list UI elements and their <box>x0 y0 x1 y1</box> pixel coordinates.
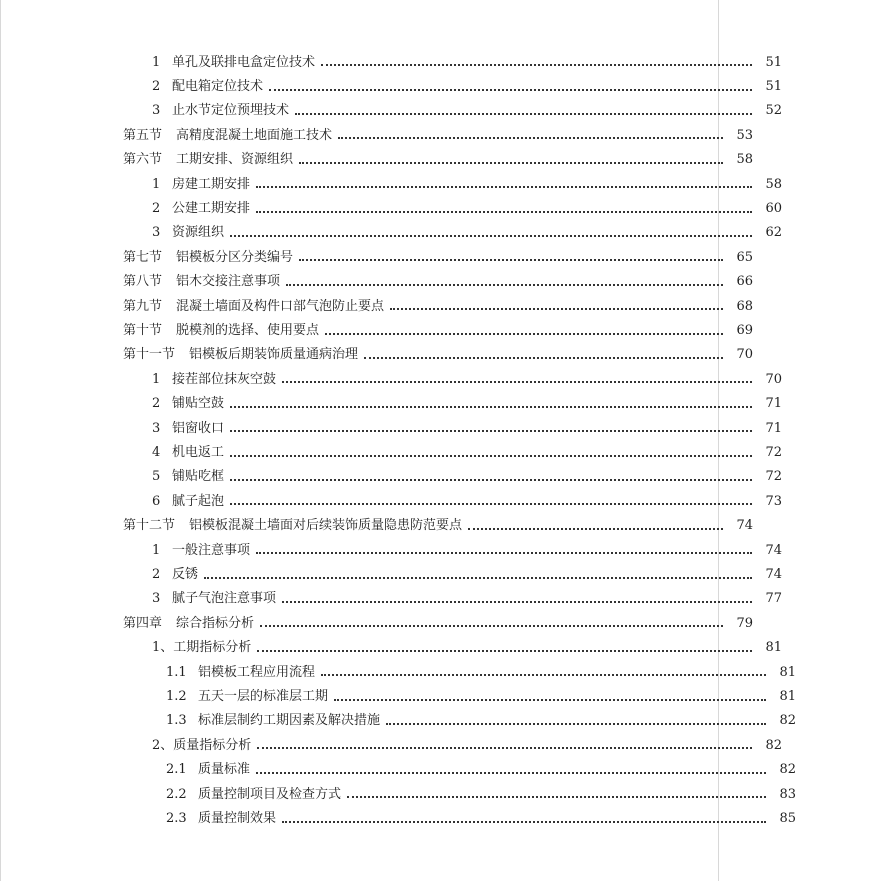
toc-entry[interactable] <box>0 514 842 538</box>
toc-entry[interactable] <box>0 74 871 98</box>
toc-entry[interactable] <box>0 489 871 513</box>
toc-entry-number: 5 <box>152 469 161 485</box>
toc-entry-number: 2 <box>152 201 161 217</box>
dot-leader <box>347 796 766 798</box>
toc-entry[interactable] <box>0 196 871 220</box>
toc-entry-title: 铝窗收口 <box>172 420 225 436</box>
dot-leader <box>257 650 752 652</box>
toc-entry[interactable] <box>0 172 871 196</box>
toc-entry-label <box>152 104 289 117</box>
dot-leader <box>282 601 752 603</box>
toc-entry-label <box>152 592 276 605</box>
toc-entry-title: 1、工期指标分析 <box>152 640 252 656</box>
toc-entry-number: 1 <box>152 371 161 387</box>
toc-entry-title: 腻子气泡注意事项 <box>172 591 277 607</box>
dot-leader <box>282 821 766 823</box>
toc-entry-title: 单孔及联排电盒定位技术 <box>172 54 316 70</box>
toc-entry-page: 72 <box>765 469 782 485</box>
toc-entry[interactable] <box>0 758 885 782</box>
toc-entry-label <box>152 641 251 654</box>
toc-entry[interactable] <box>0 636 871 660</box>
toc-entry-title: 资源组织 <box>172 225 225 241</box>
toc-entry-page: 65 <box>736 249 753 265</box>
dot-leader <box>256 772 766 774</box>
toc-entry-number: 第六节 <box>123 152 163 168</box>
toc-entry-page: 74 <box>765 542 782 558</box>
toc-entry[interactable] <box>0 99 871 123</box>
toc-entry-page: 83 <box>779 786 796 802</box>
toc-entry-number: 2 <box>152 79 161 95</box>
toc-entry-label <box>123 348 358 361</box>
toc-entry-title: 工期安排、资源组织 <box>176 152 294 168</box>
toc-entry-number: 2.1 <box>166 762 187 778</box>
toc-entry-number: 1.1 <box>166 664 187 680</box>
dot-leader <box>386 723 766 725</box>
toc-entry-label <box>123 300 384 313</box>
toc-entry-page: 69 <box>736 323 753 339</box>
toc-entry-page: 68 <box>736 298 753 314</box>
dot-leader <box>390 308 723 310</box>
toc-entry-page: 72 <box>765 445 782 461</box>
toc-entry[interactable] <box>0 709 885 733</box>
toc-entry-number: 第十节 <box>123 323 163 339</box>
dot-leader <box>338 137 723 139</box>
toc-entry-label <box>152 397 224 410</box>
toc-entry-number: 第十一节 <box>123 347 176 363</box>
toc-entry-page: 81 <box>765 640 782 656</box>
toc-entry-number: 1 <box>152 54 161 70</box>
toc-entry-number: 3 <box>152 591 161 607</box>
toc-entry-title: 质量控制效果 <box>198 811 277 827</box>
toc-entry-title: 铝模板后期装饰质量通病治理 <box>189 347 359 363</box>
toc-entry-label <box>166 666 315 679</box>
toc-entry-title: 混凝土墙面及构件口部气泡防止要点 <box>176 298 385 314</box>
toc-entry[interactable] <box>0 50 871 74</box>
toc-entry-number: 3 <box>152 225 161 241</box>
toc-entry[interactable] <box>0 440 871 464</box>
toc-entry[interactable] <box>0 587 871 611</box>
toc-entry-number: 第四章 <box>123 615 163 631</box>
toc-entry[interactable] <box>0 392 871 416</box>
toc-entry[interactable] <box>0 221 871 245</box>
toc-entry-label <box>123 153 293 166</box>
toc-entry-title: 铝木交接注意事项 <box>176 274 281 290</box>
toc-entry-page: 52 <box>765 103 782 119</box>
toc-entry-label <box>152 56 315 69</box>
toc-entry-number: 第七节 <box>123 249 163 265</box>
toc-entry-label <box>152 226 224 239</box>
toc-entry-page: 82 <box>779 762 796 778</box>
toc-entry-page: 51 <box>765 79 782 95</box>
toc-entry-title: 公建工期安排 <box>172 201 251 217</box>
toc-entry-title: 质量标准 <box>198 762 251 778</box>
toc-entry-label <box>166 714 380 727</box>
toc-entry-page: 74 <box>765 567 782 583</box>
toc-entry-label <box>166 763 250 776</box>
toc-entry-page: 82 <box>765 737 782 753</box>
toc-entry-page: 73 <box>765 493 782 509</box>
toc-entry-page: 79 <box>736 615 753 631</box>
toc-entry-page: 58 <box>765 176 782 192</box>
dot-leader <box>230 479 752 481</box>
toc-entry-label <box>123 519 462 532</box>
toc-entry-title: 铺贴吃框 <box>172 469 225 485</box>
dot-leader <box>299 259 723 261</box>
dot-leader <box>230 406 752 408</box>
toc-entry-label <box>166 788 341 801</box>
toc-entry-title: 五天一层的标准层工期 <box>198 689 329 705</box>
dot-leader <box>295 113 752 115</box>
toc-entry-label <box>152 495 224 508</box>
toc-entry-title: 腻子起泡 <box>172 493 225 509</box>
toc-entry-label <box>152 446 224 459</box>
toc-entry-label <box>152 568 198 581</box>
toc-entry-label <box>123 275 280 288</box>
toc-entry-number: 2 <box>152 567 161 583</box>
toc-entry-page: 62 <box>765 225 782 241</box>
toc-entry-number: 3 <box>152 420 161 436</box>
toc-entry-label <box>152 422 224 435</box>
toc-entry-title: 接茬部位抹灰空鼓 <box>172 371 277 387</box>
toc-entry-number: 第十二节 <box>123 518 176 534</box>
toc-entry-number: 1.2 <box>166 689 187 705</box>
dot-leader <box>286 284 723 286</box>
toc-entry[interactable] <box>0 343 842 367</box>
toc-entry[interactable] <box>0 416 871 440</box>
toc-entry[interactable] <box>0 294 842 318</box>
toc-entry-title: 一般注意事项 <box>172 542 251 558</box>
toc-entry-number: 第九节 <box>123 298 163 314</box>
toc-entry-page: 71 <box>765 420 782 436</box>
toc-entry[interactable] <box>0 318 842 342</box>
toc-entry-title: 2、质量指标分析 <box>152 737 252 753</box>
toc-entry-page: 77 <box>765 591 782 607</box>
toc-entry-title: 反锈 <box>172 567 199 583</box>
toc-entry[interactable] <box>0 465 871 489</box>
toc-entry-label <box>152 544 250 557</box>
toc-entry-title: 综合指标分析 <box>176 615 255 631</box>
toc-entry-title: 高精度混凝土地面施工技术 <box>176 127 333 143</box>
dot-leader <box>364 357 723 359</box>
toc-entry-label <box>123 251 293 264</box>
toc-entry-label <box>166 690 328 703</box>
dot-leader <box>321 674 766 676</box>
toc-entry[interactable] <box>0 148 842 172</box>
dot-leader <box>256 552 752 554</box>
toc-entry[interactable] <box>0 367 871 391</box>
toc-entry-page: 70 <box>736 347 753 363</box>
dot-leader <box>257 747 752 749</box>
toc-entry-number: 6 <box>152 493 161 509</box>
toc-entry-number: 4 <box>152 445 161 461</box>
toc-entry[interactable] <box>0 270 842 294</box>
toc-entry-title: 脱模剂的选择、使用要点 <box>176 323 320 339</box>
toc-entry-page: 58 <box>736 152 753 168</box>
toc-entry-title: 标准层制约工期因素及解决措施 <box>198 713 381 729</box>
toc-entry[interactable] <box>0 611 842 635</box>
toc-entry-title: 房建工期安排 <box>172 176 251 192</box>
toc-entry[interactable] <box>0 660 885 684</box>
toc-entry[interactable] <box>0 806 885 830</box>
toc-entry-page: 51 <box>765 54 782 70</box>
toc-entry-page: 60 <box>765 201 782 217</box>
toc-entry-number: 3 <box>152 103 161 119</box>
toc-entry-label <box>166 812 276 825</box>
toc-entry-number: 2.3 <box>166 811 187 827</box>
dot-leader <box>230 235 752 237</box>
dot-leader <box>230 430 752 432</box>
toc-entry-page: 74 <box>736 518 753 534</box>
dot-leader <box>256 186 752 188</box>
dot-leader <box>260 625 723 627</box>
toc-entry-number: 1.3 <box>166 713 187 729</box>
toc-entry-label <box>152 202 250 215</box>
toc-entry-number: 2.2 <box>166 786 187 802</box>
dot-leader <box>468 528 723 530</box>
dot-leader <box>204 577 752 579</box>
toc-entry-label <box>152 373 276 386</box>
toc-entry-number: 2 <box>152 396 161 412</box>
toc-entry[interactable] <box>0 782 885 806</box>
toc-entry-label <box>152 470 224 483</box>
dot-leader <box>299 162 723 164</box>
dot-leader <box>321 64 752 66</box>
toc-entry-label <box>152 739 251 752</box>
dot-leader <box>282 381 752 383</box>
dot-leader <box>325 333 723 335</box>
toc-entry[interactable] <box>0 123 842 147</box>
dot-leader <box>230 503 752 505</box>
toc-entry-title: 质量控制项目及检查方式 <box>198 786 342 802</box>
toc-entry-label <box>123 324 319 337</box>
toc-entry-title: 配电箱定位技术 <box>172 79 264 95</box>
toc-entry-title: 铺贴空鼓 <box>172 396 225 412</box>
toc-entry-page: 70 <box>765 371 782 387</box>
toc-entry-page: 53 <box>736 127 753 143</box>
toc-entry[interactable] <box>0 684 885 708</box>
dot-leader <box>230 455 752 457</box>
toc-entry-number: 第八节 <box>123 274 163 290</box>
toc-entry-label <box>123 129 332 142</box>
toc-entry-title: 机电返工 <box>172 445 225 461</box>
toc-entry-page: 85 <box>779 811 796 827</box>
dot-leader <box>269 89 752 91</box>
toc-entry[interactable] <box>0 538 871 562</box>
toc-entry[interactable] <box>0 245 842 269</box>
toc-entry-label <box>152 178 250 191</box>
toc-entry-title: 铝模板工程应用流程 <box>198 664 316 680</box>
toc-entry-number: 1 <box>152 542 161 558</box>
toc-entry-number: 1 <box>152 176 161 192</box>
toc-entry-page: 81 <box>779 689 796 705</box>
toc-entry-page: 66 <box>736 274 753 290</box>
toc-entry[interactable] <box>0 562 871 586</box>
toc-entry-title: 铝模板混凝土墙面对后续装饰质量隐患防范要点 <box>189 518 463 534</box>
toc-entry-page: 81 <box>779 664 796 680</box>
toc-entry-page: 71 <box>765 396 782 412</box>
toc-entry-label <box>152 80 263 93</box>
toc-entry-title: 止水节定位预埋技术 <box>172 103 290 119</box>
toc-entry[interactable] <box>0 733 871 757</box>
dot-leader <box>334 699 766 701</box>
toc-entry-label <box>123 617 254 630</box>
dot-leader <box>256 211 752 213</box>
toc-entry-page: 82 <box>779 713 796 729</box>
toc-entry-title: 铝模板分区分类编号 <box>176 249 294 265</box>
toc-entry-number: 第五节 <box>123 127 163 143</box>
